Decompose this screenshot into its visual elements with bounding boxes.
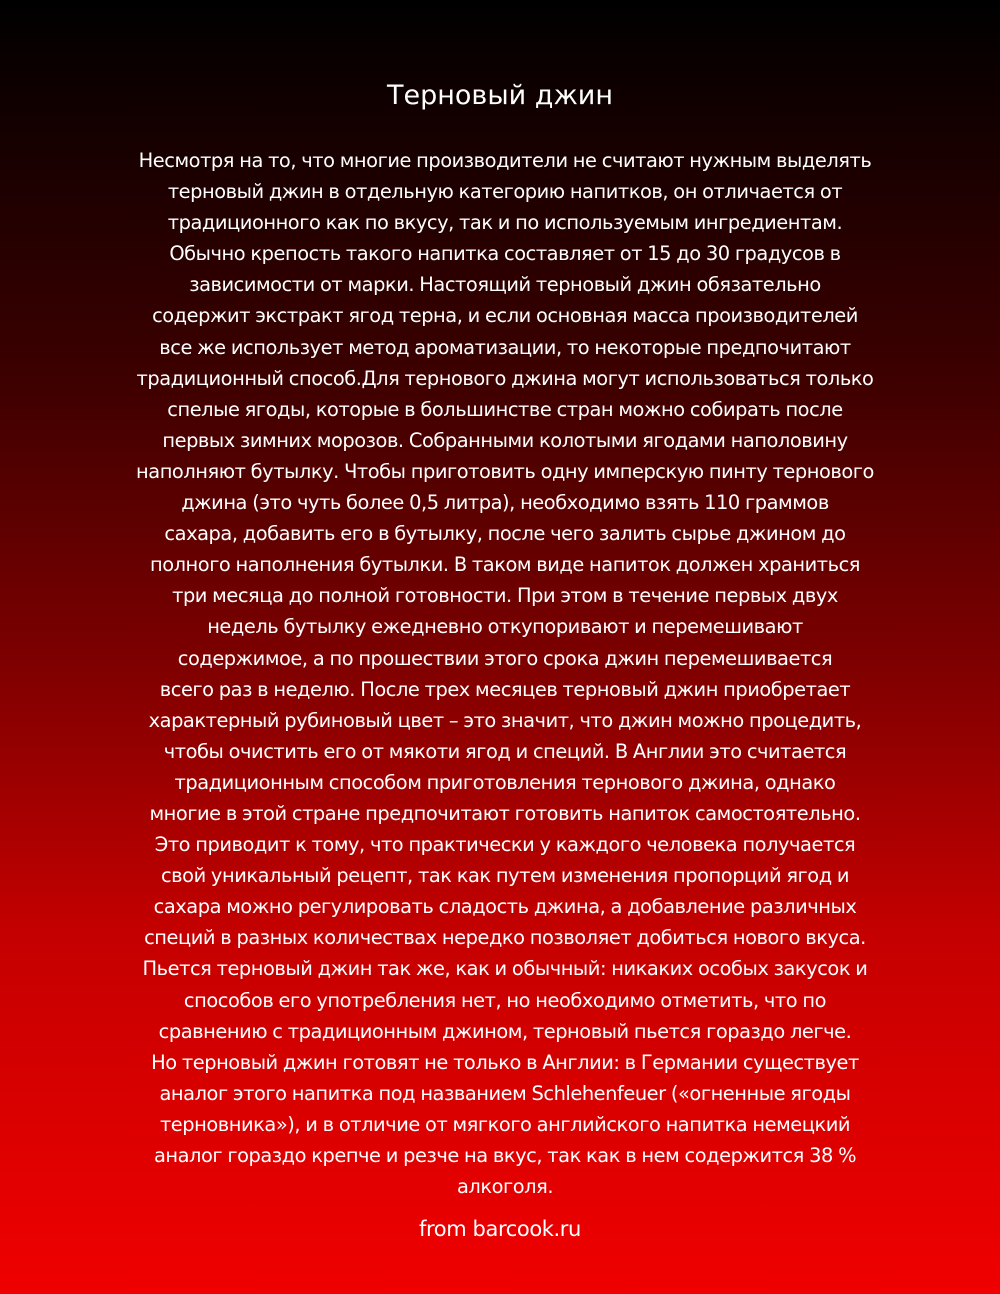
body-line: свой уникальный рецепт, так как путем изменения пропорций ягод и	[160, 864, 850, 888]
body-line: традиционный способ.Для тернового джина могут использоваться только	[136, 366, 874, 390]
body-line: недель бутылку ежедневно откупоривают и перемешивают	[207, 615, 803, 639]
body-line: Пьется терновый джин так же, как и обычный: никаких особых закусок и	[142, 957, 868, 981]
body-line: многие в этой стране предпочитают готовить напиток самостоятельно.	[149, 801, 861, 825]
body-line: все же использует метод ароматизации, то некоторые предпочитают	[159, 335, 851, 359]
body-line: способов его употребления нет, но необходимо отметить, что по	[183, 988, 827, 1012]
body-line: зависимости от марки. Настоящий терновый джин обязательно	[189, 273, 821, 297]
body-line: чтобы очистить его от мякоти ягод и специй. В Англии это считается	[163, 739, 847, 763]
body-line: Это приводит к тому, что практически у каждого человека получается	[154, 833, 856, 857]
body-line: содержит экстракт ягод терна, и если основная масса производителей	[152, 304, 858, 328]
body-line: аналог гораздо крепче и резче на вкус, так как в нем содержится 38 %	[153, 1144, 857, 1167]
body-line: джина (это чуть более 0,5 литра), необходимо взять 110 граммов	[181, 491, 829, 515]
body-line: характерный рубиновый цвет – это значит, что джин можно процедить,	[148, 708, 862, 732]
body-line: традиционного как по вкусу, так и по используемым ингредиентам.	[167, 211, 843, 235]
body-line: традиционным способом приготовления тернового джина, однако	[174, 770, 836, 794]
article-body	[90, 145, 920, 1202]
body-line: сахара, добавить его в бутылку, после чего залить сырье джином до	[164, 522, 846, 546]
body-line: аналог этого напитка под названием Schlehenfeuer («огненные ягоды	[159, 1081, 851, 1105]
body-line: три месяца до полной готовности. При этом в течение первых двух	[172, 584, 838, 608]
body-line: Несмотря на то, что многие производители не считают нужным выделять	[138, 149, 872, 172]
body-line: первых зимних морозов. Собранными колотыми ягодами наполовину	[162, 428, 848, 452]
body-line: содержимое, а по прошествии этого срока джин перемешивается	[177, 646, 833, 670]
source-credit: from barcook.ru	[419, 1217, 581, 1241]
body-line: наполняют бутылку. Чтобы приготовить одну имперскую пинту тернового	[136, 459, 874, 483]
body-line: терновника»), и в отличие от мягкого английского напитка немецкий	[159, 1112, 851, 1136]
body-line: сравнению с традиционным джином, терновый пьется гораздо легче.	[158, 1019, 852, 1043]
body-line: спелые ягоды, которые в большинстве стран можно собирать после	[167, 397, 843, 421]
body-line: Но терновый джин готовят не только в Англии: в Германии существует	[151, 1050, 859, 1074]
body-line: сахара можно регулировать сладость джина, а добавление различных	[153, 895, 857, 919]
article-title: Терновый джин	[387, 80, 613, 111]
body-line: полного наполнения бутылки. В таком виде напиток должен храниться	[149, 553, 861, 577]
body-line: всего раз в неделю. После трех месяцев терновый джин приобретает	[159, 677, 851, 701]
body-line: Обычно крепость такого напитка составляет от 15 до 30 градусов в	[169, 242, 841, 266]
body-line: специй в разных количествах нередко позволяет добиться нового вкуса.	[144, 926, 866, 950]
body-line: терновый джин в отдельную категорию напитков, он отличается от	[167, 180, 843, 204]
body-line: алкоголя.	[456, 1175, 554, 1199]
